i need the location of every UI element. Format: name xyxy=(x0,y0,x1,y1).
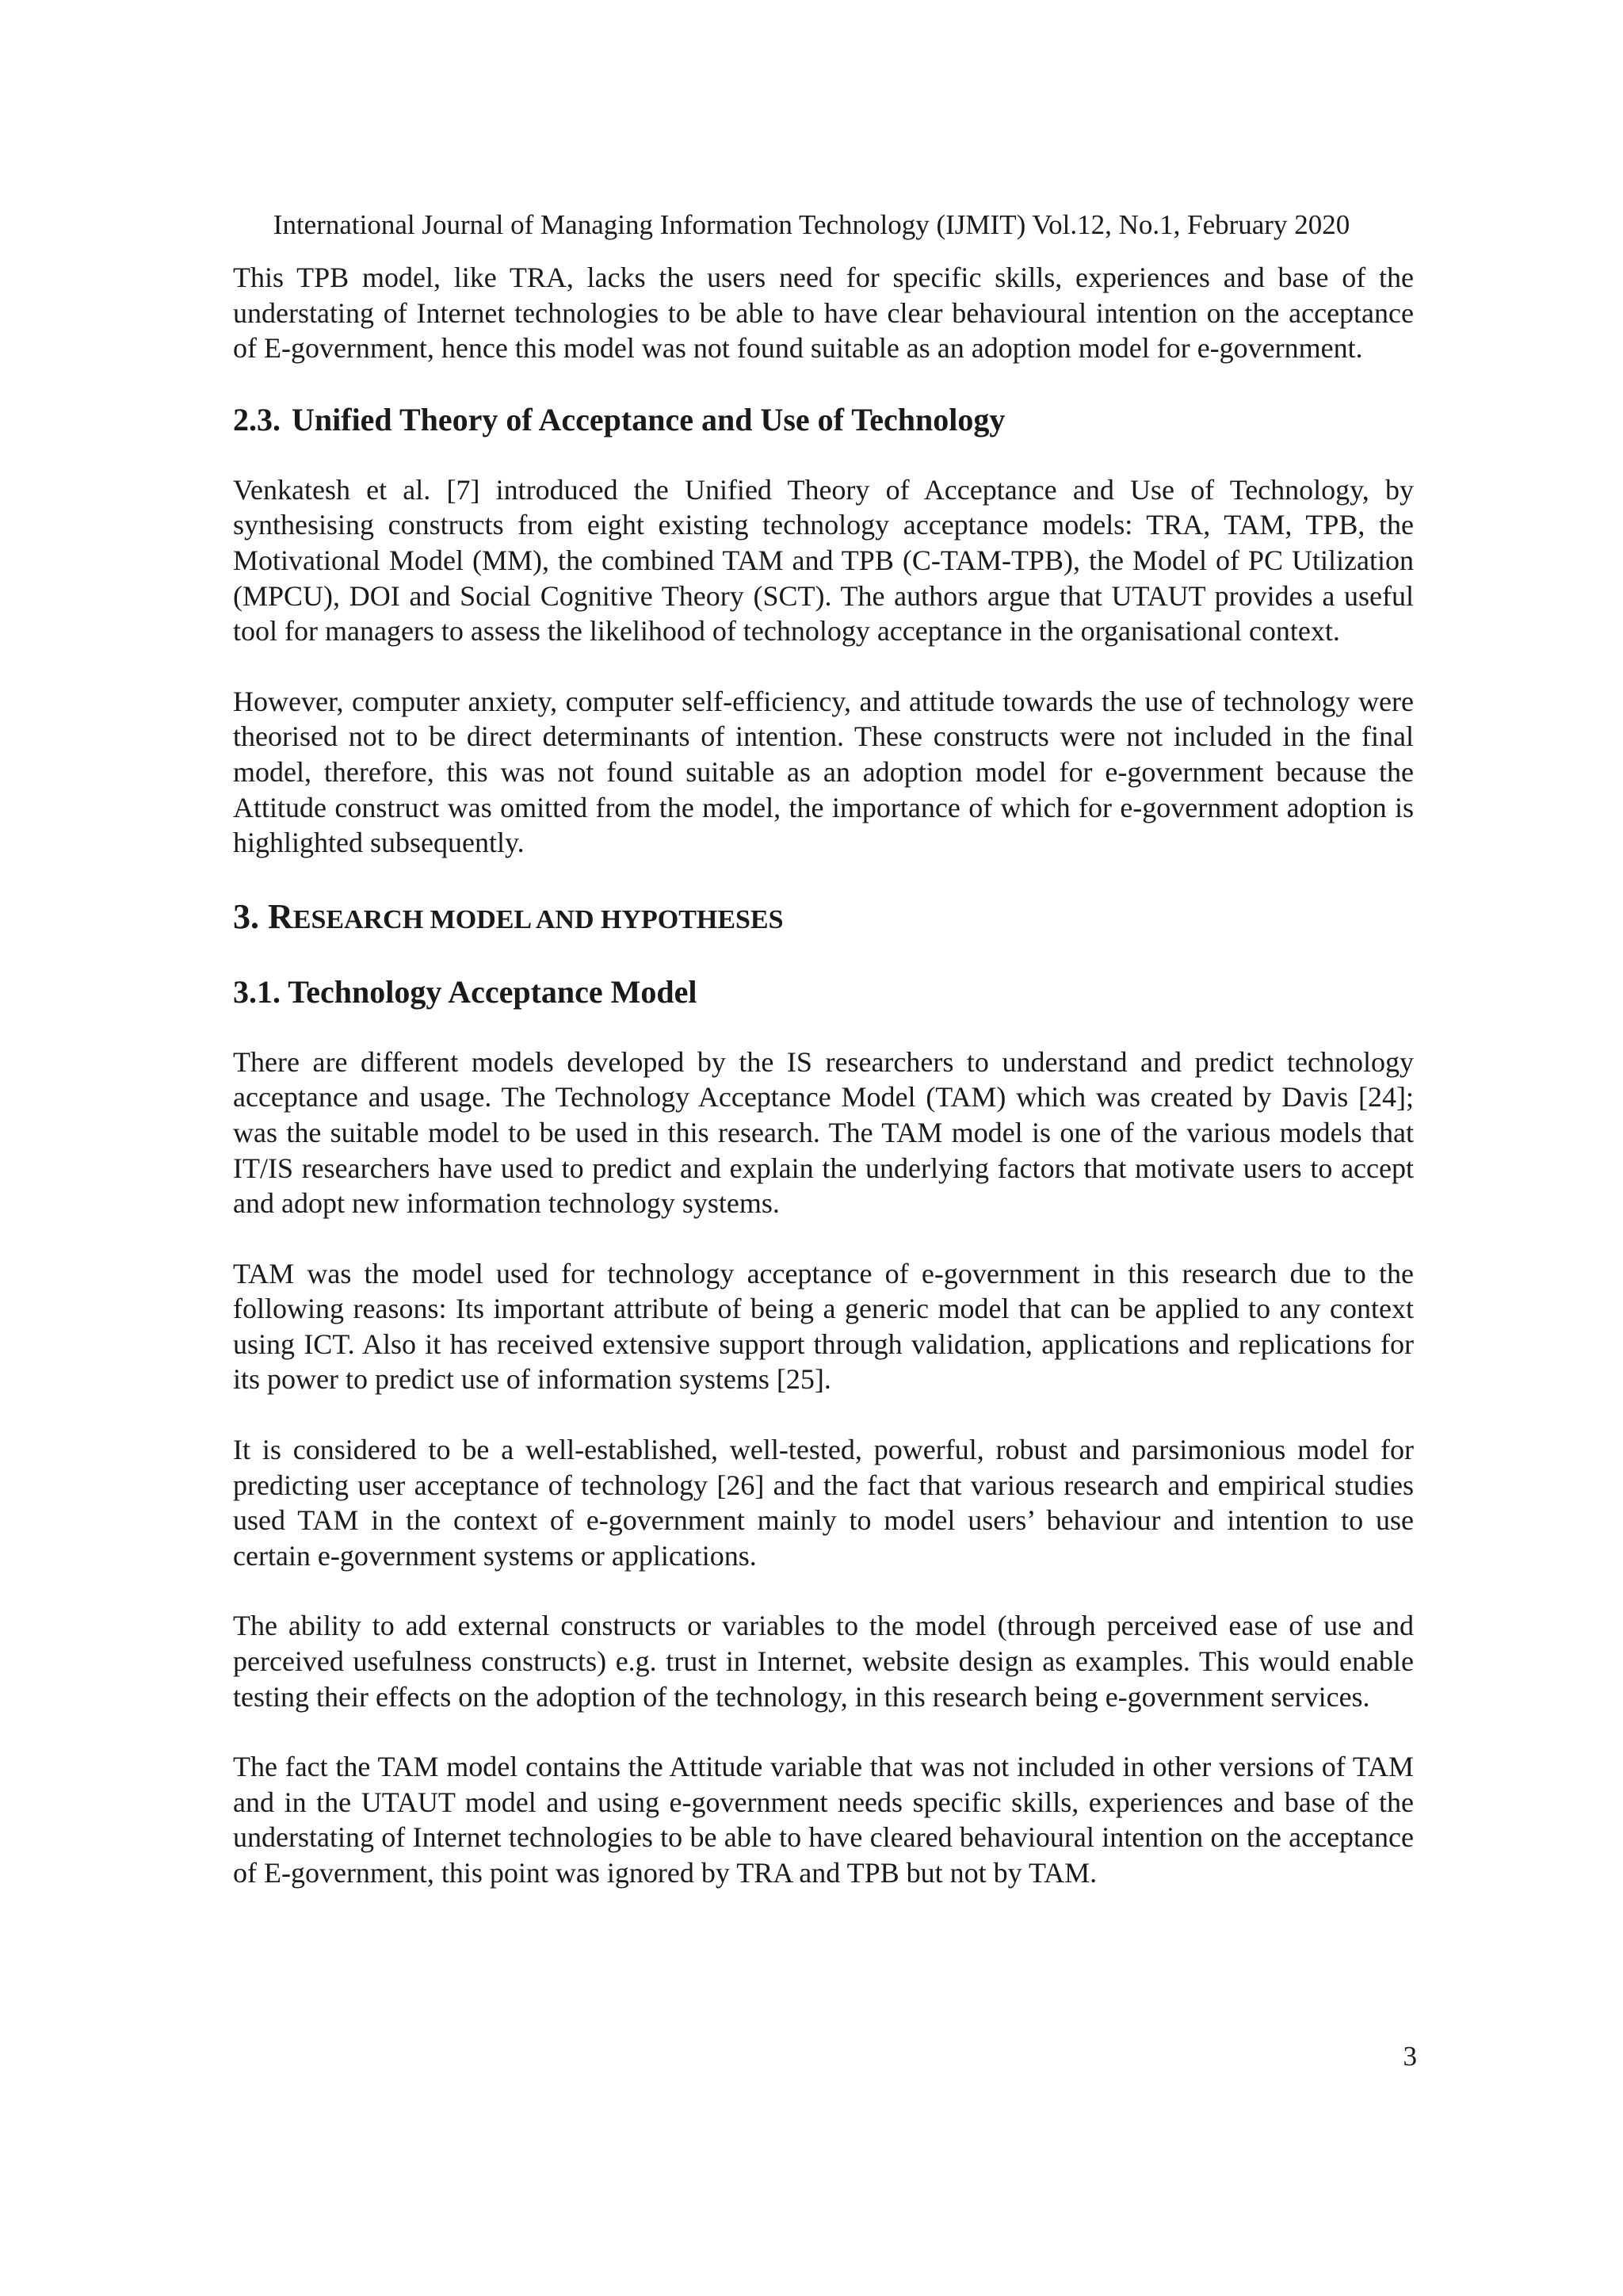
running-header: International Journal of Managing Information Technology (IJMIT) Vol.12, No.1, February 2020 xyxy=(273,209,1350,240)
section-number: 2.3. xyxy=(233,401,281,437)
section-number: 3.1. xyxy=(233,973,281,1010)
section-title: Technology Acceptance Model xyxy=(288,973,697,1010)
paragraph-tam-attitude: The fact the TAM model contains the Attitude variable that was not included in other versions of TAM and in the UTAUT model and using e-government needs specific skills, experiences and base of the understating of Internet technologies to be able to have cleared behavioural intention on the acceptance of E-government, this point was ignored by TRA and TPB but not by TAM. xyxy=(233,1751,1414,1889)
paragraph-tam-intro: There are different models developed by the IS researchers to understand and predict technology acceptance and usage. The Technology Acceptance Model (TAM) which was created by Davis [24]; was the suitable model to be used in this research. The TAM model is one of the various models that IT/IS researchers have used to predict and explain the underlying factors that motivate users to accept and adopt new information technology systems. xyxy=(233,1045,1414,1220)
section-heading-3-1 xyxy=(233,973,1414,1011)
section-title-rest: ESEARCH MODEL AND HYPOTHESES xyxy=(292,904,784,934)
paragraph-tam-reasons: TAM was the model used for technology acceptance of e-government in this research due to the following reasons: Its important attribute of being a generic model that can be applied to any context using ICT. Also it has received extensive support through validation, applications and replications for its power to predict use of information systems [25]. xyxy=(233,1257,1414,1396)
paragraph-tam-established: It is considered to be a well-established, well-tested, powerful, robust and parsimonious model for predicting user acceptance of technology [26] and the fact that various research and empirical studies used TAM in the context of e-government mainly to model users’ behaviour and intention to use certain e-government systems or applications. xyxy=(233,1434,1414,1572)
section-heading-2-3 xyxy=(233,401,1414,439)
section-heading-3 xyxy=(233,896,1414,942)
section-title-initial: R xyxy=(268,896,293,936)
section-title xyxy=(268,897,784,936)
section-title: Unified Theory of Acceptance and Use of Technology xyxy=(292,401,1006,437)
paragraph-tam-external-constructs: The ability to add external constructs or variables to the model (through perceived ease of use and perceived usefulness constructs) e.g. trust in Internet, website design as examples. This would enable testing their effects on the adoption of the technology, in this research being e-government services. xyxy=(233,1610,1414,1713)
page-number: 3 xyxy=(1403,2041,1417,2072)
section-number: 3. xyxy=(233,896,259,936)
paragraph-utaut-intro: Venkatesh et al. [7] introduced the Unified Theory of Acceptance and Use of Technology, by synthesising constructs from eight existing technology acceptance models: TRA, TAM, TPB, the Motivational Model (MM), the combined TAM and TPB (C-TAM-TPB), the Model of PC Utilization (MPCU), DOI and Social Cognitive Theory (SCT). The authors argue that UTAUT provides a useful tool for managers to assess the likelihood of technology acceptance in the organisational context. xyxy=(233,473,1414,648)
paragraph-utaut-limitations: However, computer anxiety, computer self-efficiency, and attitude towards the use of technology were theorised not to be direct determinants of intention. These constructs were not included in the final model, therefore, this was not found suitable as an adoption model for e-government because the Attitude construct was omitted from the model, the importance of which for e-government adoption is highlighted subsequently. xyxy=(233,685,1414,859)
body-text xyxy=(233,260,1414,1926)
paragraph-tpb-conclusion: This TPB model, like TRA, lacks the users need for specific skills, experiences and base of the understating of Internet technologies to be able to have clear behavioural intention on the acceptance of E-government, hence this model was not found suitable as an adoption model for e-government. xyxy=(233,262,1414,365)
